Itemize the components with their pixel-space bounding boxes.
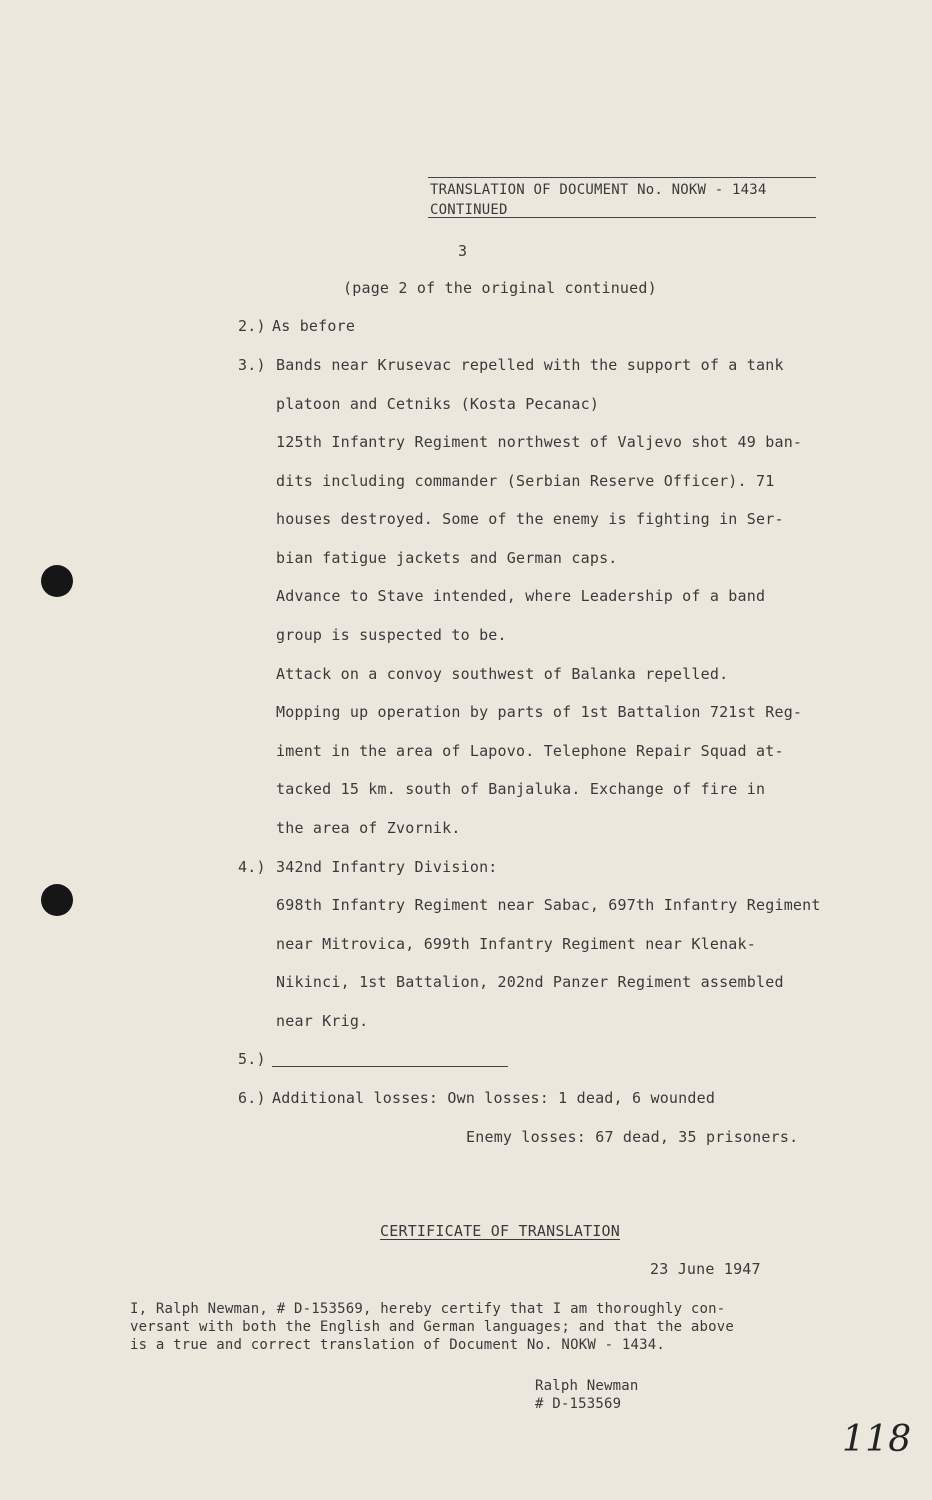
page-subtitle: (page 2 of the original continued)	[343, 279, 657, 297]
item-number: 2.)	[238, 317, 266, 335]
punch-hole-top	[41, 565, 73, 597]
item-number: 4.)	[238, 858, 266, 876]
signature-name: Ralph Newman	[535, 1378, 639, 1394]
item-number: 5.)	[238, 1050, 266, 1068]
item-line: group is suspected to be.	[276, 626, 507, 644]
item-number: 6.)	[238, 1089, 266, 1107]
item-line: dits including commander (Serbian Reserve Officer). 71	[276, 472, 775, 490]
header-rule-bottom	[428, 217, 816, 218]
item-line: Additional losses: Own losses: 1 dead, 6 wounded	[272, 1089, 716, 1107]
certificate-title: CERTIFICATE OF TRANSLATION	[380, 1222, 620, 1240]
handwritten-page-number: 118	[842, 1419, 912, 1460]
header-continued: CONTINUED	[430, 202, 508, 218]
certificate-body-line: versant with both the English and German languages; and that the above	[130, 1319, 735, 1335]
item-line: the area of Zvornik.	[276, 819, 461, 837]
item-line: houses destroyed. Some of the enemy is fighting in Ser-	[276, 510, 784, 528]
item-line: 125th Infantry Regiment northwest of Valjevo shot 49 ban-	[276, 433, 803, 451]
item-line: near Mitrovica, 699th Infantry Regiment near Klenak-	[276, 935, 756, 953]
blank-item-line	[272, 1066, 508, 1067]
item-line: bian fatigue jackets and German caps.	[276, 549, 618, 567]
punch-hole-bottom	[41, 884, 73, 916]
item-line: iment in the area of Lapovo. Telephone Repair Squad at-	[276, 742, 784, 760]
header-title: TRANSLATION OF DOCUMENT No. NOKW - 1434	[430, 182, 767, 198]
page-number: 3	[458, 242, 468, 260]
item-line: platoon and Cetniks (Kosta Pecanac)	[276, 395, 600, 413]
item-line: 698th Infantry Regiment near Sabac, 697th Infantry Regiment	[276, 896, 821, 914]
certificate-body-line: is a true and correct translation of Document No. NOKW - 1434.	[130, 1337, 665, 1353]
item-number: 3.)	[238, 356, 266, 374]
item-line: Attack on a convoy southwest of Balanka repelled.	[276, 665, 729, 683]
certificate-date: 23 June 1947	[650, 1260, 761, 1278]
item-line: Enemy losses: 67 dead, 35 prisoners.	[466, 1128, 799, 1146]
item-line: near Krig.	[276, 1012, 369, 1030]
item-line: Advance to Stave intended, where Leadership of a band	[276, 587, 766, 605]
item-line: Bands near Krusevac repelled with the support of a tank	[276, 356, 784, 374]
item-line: Mopping up operation by parts of 1st Battalion 721st Reg-	[276, 703, 803, 721]
item-line: As before	[272, 317, 356, 335]
item-line: tacked 15 km. south of Banjaluka. Exchange of fire in	[276, 780, 766, 798]
header-rule-top	[428, 177, 816, 178]
certificate-body-line: I, Ralph Newman, # D-153569, hereby certify that I am thoroughly con-	[130, 1301, 726, 1317]
signature-id: # D-153569	[535, 1396, 622, 1412]
item-line: 342nd Infantry Division:	[276, 858, 498, 876]
item-line: Nikinci, 1st Battalion, 202nd Panzer Regiment assembled	[276, 973, 784, 991]
